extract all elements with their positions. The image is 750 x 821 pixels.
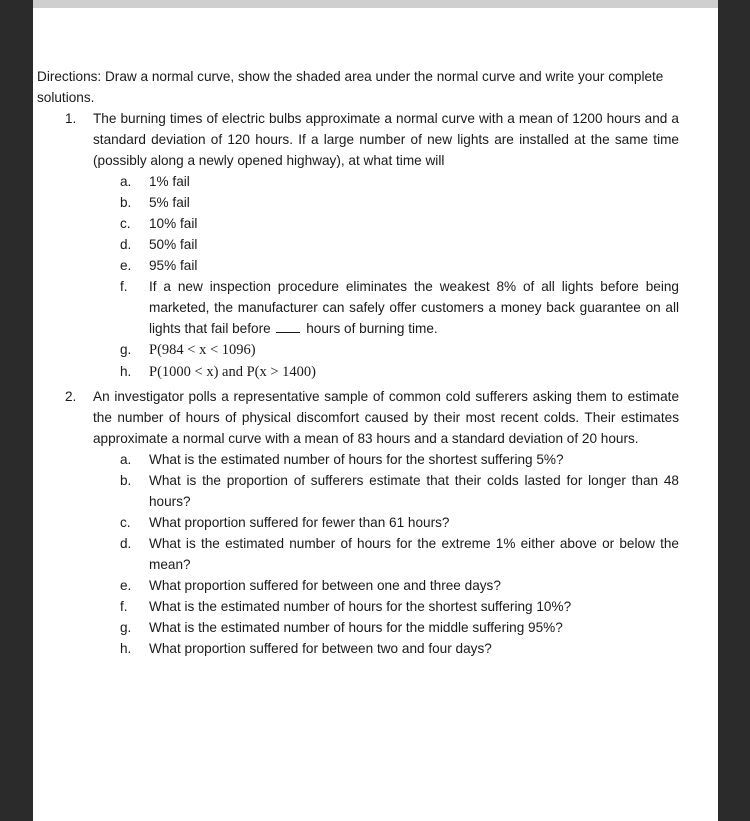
sub-question-a: a. What is the estimated number of hours for the shortest suffering 5%? xyxy=(120,452,564,467)
question-list xyxy=(37,108,679,659)
sub-question-b: b. What is the proportion of sufferers estimate that their colds lasted for longer than 48 hours? xyxy=(120,473,679,509)
sub-question-c: c. 10% fail xyxy=(120,216,198,231)
sub-question-f: f. What is the estimated number of hours for the shortest suffering 10%? xyxy=(120,599,572,614)
answer-blank xyxy=(276,320,300,333)
sub-question-a: a. 1% fail xyxy=(120,174,190,189)
top-bar xyxy=(33,0,718,8)
sub-question-h: h. P(1000 < x) and P(x > 1400) xyxy=(120,364,316,380)
sub-question-c: c. What proportion suffered for fewer than 61 hours? xyxy=(120,515,450,530)
sub-question-e: e. 95% fail xyxy=(120,258,198,273)
question-number: 1. xyxy=(65,111,77,126)
directions-text: Directions: Draw a normal curve, show the shaded area under the normal curve and write your complete solutions. xyxy=(37,69,664,105)
question-text: An investigator polls a representative sample of common cold sufferers asking them to estimate the number of hours of physical discomfort caused by their most recent colds. Their estimates approximate a normal curve with a mean of 83 hours and a standard deviation of 20 hours. xyxy=(93,389,679,446)
sub-question-g: g. What is the estimated number of hours for the middle suffering 95%? xyxy=(120,620,563,635)
sub-question-f: f. If a new inspection procedure eliminates the weakest 8% of all lights before being marketed, the manufacturer can safely offer customers a money back guarantee on all lights that fail before hours of burning time. xyxy=(120,279,679,336)
sub-question-list xyxy=(93,449,679,659)
sub-question-e: e. What proportion suffered for between one and three days? xyxy=(120,578,501,593)
question-2 xyxy=(37,386,679,659)
question-number: 2. xyxy=(65,389,77,404)
sub-question-g: g. P(984 < x < 1096) xyxy=(120,342,256,358)
question-text: The burning times of electric bulbs approximate a normal curve with a mean of 1200 hours and a standard deviation of 120 hours. If a large number of new lights are installed at the same time (possibly along a newly opened highway), at what time will xyxy=(93,111,679,168)
sub-question-d: d. 50% fail xyxy=(120,237,198,252)
document-page xyxy=(33,8,718,821)
question-1 xyxy=(37,108,679,383)
sub-question-h: h. What proportion suffered for between two and four days? xyxy=(120,641,492,656)
sub-question-b: b. 5% fail xyxy=(120,195,190,210)
sub-question-list xyxy=(93,171,679,383)
worksheet xyxy=(37,66,679,659)
sub-question-d: d. What is the estimated number of hours for the extreme 1% either above or below the mean? xyxy=(120,536,679,572)
